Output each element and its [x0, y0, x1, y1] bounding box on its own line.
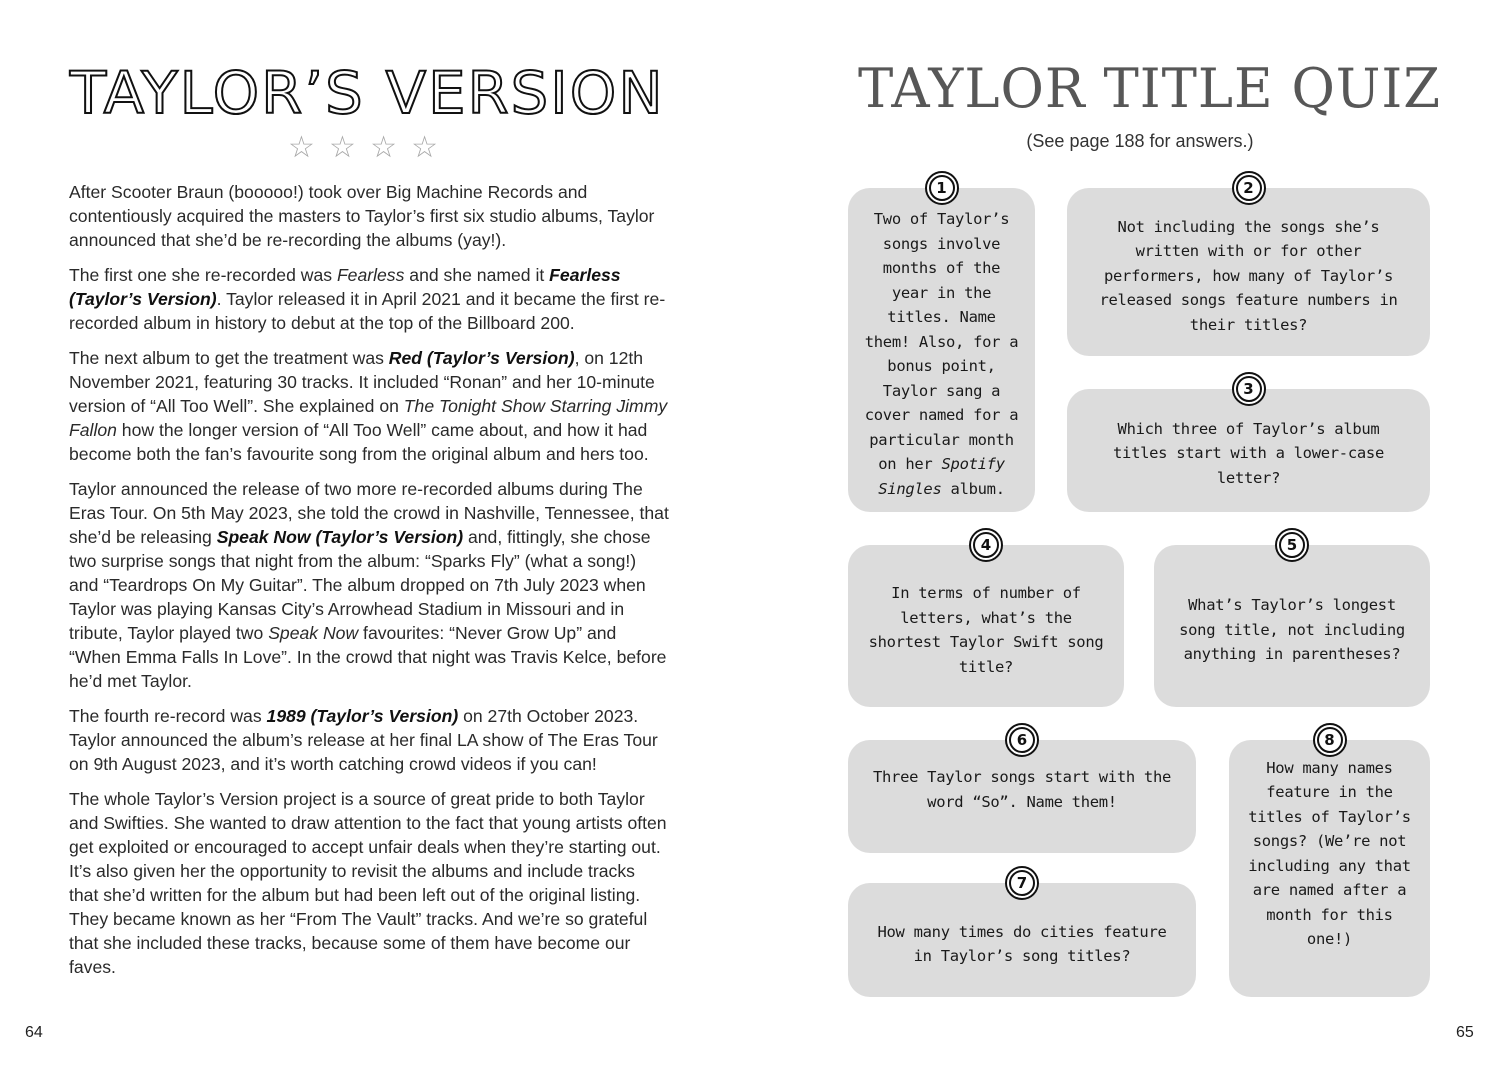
- star-icon: ☆: [288, 130, 315, 165]
- question-text: Three Taylor songs start with the word “So”. Name them!: [872, 768, 1172, 811]
- page-number-left: 64: [25, 1024, 43, 1041]
- quiz-question-7: [848, 874, 1196, 997]
- question-number: 8: [1324, 731, 1335, 749]
- article-body: [69, 180, 669, 990]
- question-number: 7: [1016, 874, 1028, 892]
- paragraph-2: [69, 263, 669, 335]
- paragraph-6: [69, 787, 669, 979]
- page-number-right: 65: [1456, 1024, 1474, 1041]
- question-text: [862, 207, 1021, 501]
- album-name: Speak Now: [268, 623, 359, 643]
- quiz-subtitle: (See page 188 for answers.): [1026, 131, 1254, 151]
- page-title-quiz: TAYLOR TITLE QUIZ: [858, 57, 1442, 120]
- album-name-taylors-version: Red (Taylor’s Version): [388, 348, 575, 368]
- paragraph-3: [69, 346, 669, 466]
- album-name-taylors-version: 1989 (Taylor’s Version): [266, 706, 459, 726]
- quiz-question-2: [1067, 179, 1430, 356]
- question-text: In terms of number of letters, what’s the shortest Taylor Swift song title?: [868, 584, 1104, 676]
- album-name: Fearless: [336, 265, 405, 285]
- question-number-badge: [1005, 866, 1039, 900]
- text-segment: The whole Taylor’s Version project is a source of great pride to both Taylor and Swifties. She wanted to draw attention to the fact that young artists often get exploited or encouraged to accept unfair deals when they’re starting out. It’s also given her the opportunity to revisit the albums and include tracks that she’d written for the album but had been left out of the original listing. They became known as her “From The Vault” tracks. And we’re so grateful that she included these tracks, because some of them have become our faves.: [69, 789, 667, 977]
- question-text: Which three of Taylor’s album titles start with a lower-case letter?: [1113, 419, 1384, 487]
- question-number-badge: [1313, 723, 1347, 757]
- quiz-question-5: [1154, 536, 1430, 707]
- text-segment: Taylor announced the release of two more re-recorded albums during The Eras Tour. On 5th May 2023, she told the crowd in Nashville, Tennessee, that she’d be releasing: [69, 479, 669, 547]
- question-text: How many times do cities feature in Taylor’s song titles?: [877, 922, 1167, 965]
- question-number-badge: [969, 528, 1003, 562]
- album-name-taylors-version: Fearless (Taylor’s Version): [69, 265, 621, 309]
- star-icon: ☆: [411, 130, 438, 165]
- question-number-badge: [1232, 372, 1266, 406]
- paragraph-5: [69, 704, 669, 776]
- quiz-question-8: [1229, 731, 1430, 997]
- question-text: How many names feature in the titles of Taylor’s songs? (We’re not including any that are named after a month for this one!): [1248, 758, 1411, 948]
- text-segment: . Taylor released it in April 2021 and it became the first re-recorded album in history to debut at the top of the Billboard 200.: [69, 289, 666, 333]
- quiz-question-4: [848, 536, 1124, 707]
- question-number: 4: [980, 536, 992, 554]
- text-segment: , on 12th November 2021, featuring 30 tracks. It included “Ronan” and her 10-minute version of “All Too Well”. She explained on: [69, 348, 655, 416]
- text-segment: The next album to get the treatment was: [69, 348, 389, 368]
- question-text: Not including the songs she’s written with or for other performers, how many of Taylor’s released songs feature numbers in their titles?: [1099, 217, 1398, 334]
- quiz-question-1: [848, 179, 1035, 512]
- text-segment: The fourth re-record was: [69, 706, 267, 726]
- question-number-badge: [1275, 528, 1309, 562]
- paragraph-4: [69, 477, 669, 693]
- question-number: 1: [936, 179, 947, 197]
- album-name-taylors-version: Speak Now (Taylor’s Version): [216, 527, 464, 547]
- question-text: What’s Taylor’s longest song title, not including anything in parentheses?: [1179, 596, 1405, 664]
- question-number: 2: [1243, 179, 1254, 197]
- text-segment: how the longer version of “All Too Well” came about, and how it had become both the fan’s favourite song from the original album and hers too.: [69, 420, 649, 464]
- question-number: 6: [1016, 731, 1028, 749]
- text-segment: and she named it: [404, 265, 550, 285]
- question-number-badge: [1005, 723, 1039, 757]
- star-rating: [288, 130, 438, 166]
- text-segment: and, fittingly, she chose two surprise songs that night from the album: “Sparks Fly” (what a song!) and “Teardrops On My Guitar”. The album dropped on 7th July 2023 when Taylor was playing Kansas City’s Arrowhead Stadium in Missouri and in tribute, Taylor played two: [69, 527, 651, 643]
- right-page: [750, 0, 1500, 1068]
- text-segment: on 27th October 2023. Taylor announced the album’s release at her final LA show of The Eras Tour on 9th August 2023, and it’s worth catching crowd videos if you can!: [69, 706, 658, 774]
- text-segment: The first one she re-recorded was: [69, 265, 337, 285]
- star-icon: ☆: [370, 130, 397, 165]
- question-number-badge: [1232, 171, 1266, 205]
- paragraph-1: [69, 180, 669, 252]
- text-segment: favourites: “Never Grow Up” and “When Emma Falls In Love”. In the crowd that night was Travis Kelce, before he’d met Taylor.: [69, 623, 667, 691]
- question-number-badge: [925, 171, 959, 205]
- star-icon: ☆: [329, 130, 356, 165]
- show-name: The Tonight Show Starring Jimmy Fallon: [69, 396, 668, 440]
- album-name: Spotify Singles: [878, 455, 1005, 498]
- text-segment: album.: [941, 479, 1005, 498]
- quiz-question-3: [1067, 380, 1430, 512]
- question-number: 5: [1286, 536, 1298, 554]
- quiz-question-6: [848, 731, 1196, 853]
- text-segment: After Scooter Braun (booooo!) took over Big Machine Records and contentiously acquired the masters to Taylor’s first six studio albums, Taylor announced that she’d be re-recording the albums (yay!).: [69, 182, 655, 250]
- page-title-taylors-version: TAYLOR’S VERSION: [70, 59, 665, 127]
- text-segment: Two of Taylor’s songs involve months of the year in the titles. Name them! Also, for a bonus point, Taylor sang a cover named for a particular month on her: [864, 210, 1019, 473]
- question-number: 3: [1243, 380, 1254, 398]
